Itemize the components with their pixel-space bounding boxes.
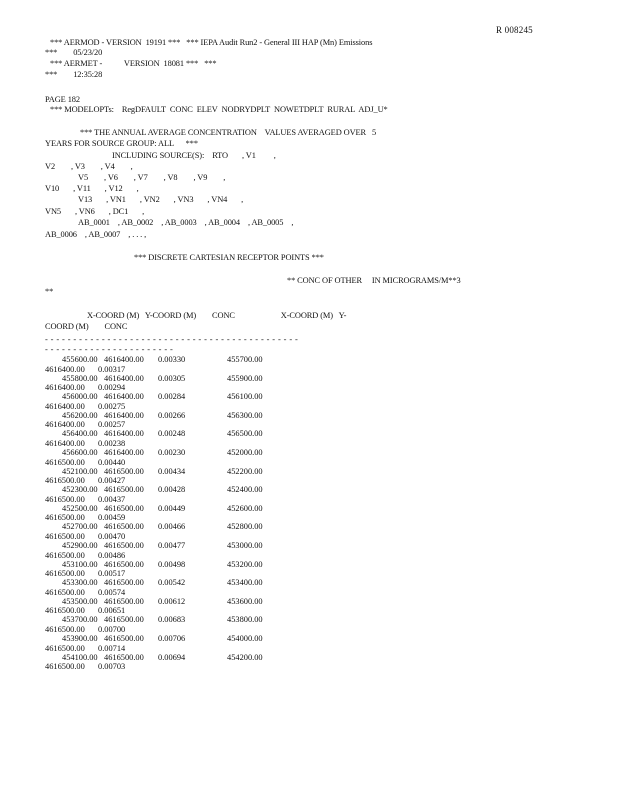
- conc-2: 0.00517: [98, 569, 126, 579]
- table-row: [0, 467, 618, 487]
- y-coord-2: 4616500.00: [45, 476, 85, 486]
- conc-2: 0.00257: [98, 420, 126, 430]
- header-line-aermet: *** AERMET - VERSION 18081 *** ***: [50, 59, 217, 68]
- conc-2: 0.00714: [98, 643, 126, 653]
- column-header-line-1: X-COORD (M) Y-COORD (M) CONC X-COORD (M) Y-: [87, 311, 347, 320]
- header-line-time: *** 12:35:28: [45, 70, 103, 79]
- y-coord-1: 4616500.00: [104, 503, 144, 513]
- x-coord-1: 456200.00: [62, 410, 98, 420]
- conc-2: 0.00294: [98, 383, 126, 393]
- conc-2: 0.00703: [98, 662, 126, 672]
- table-row: [0, 522, 618, 542]
- conc-1: 0.00466: [158, 522, 186, 532]
- y-coord-2: 4616400.00: [45, 438, 85, 448]
- table-row: [0, 429, 618, 449]
- x-coord-2: 454200.00: [227, 652, 263, 662]
- page-label: PAGE 182: [45, 95, 80, 104]
- y-coord-2: 4616500.00: [45, 569, 85, 579]
- table-row: [0, 615, 618, 635]
- y-coord-1: 4616500.00: [104, 522, 144, 532]
- y-coord-1: 4616400.00: [104, 410, 144, 420]
- divider-line-1: - - - - - - - - - - - - - - - - - - - - - - - - - - - - - - - - - - - - - - - - - - - - -: [45, 335, 299, 344]
- x-coord-2: 456300.00: [227, 410, 263, 420]
- x-coord-1: 453700.00: [62, 615, 98, 625]
- y-coord-1: 4616400.00: [104, 429, 144, 439]
- x-coord-2: 452200.00: [227, 466, 263, 476]
- y-coord-2: 4616400.00: [45, 364, 85, 374]
- title-line-2: YEARS FOR SOURCE GROUP: ALL ***: [45, 139, 198, 148]
- modelopts-line: *** MODELOPTs: RegDFAULT CONC ELEV NODRYDPLT NOWETDPLT RURAL ADJ_U*: [50, 105, 388, 114]
- conc-2: 0.00275: [98, 401, 126, 411]
- conc-2: 0.00651: [98, 606, 126, 616]
- conc-1: 0.00284: [158, 392, 186, 402]
- units-line: ** CONC OF OTHER IN MICROGRAMS/M**3: [287, 276, 461, 285]
- x-coord-2: 453400.00: [227, 578, 263, 588]
- source-list-line-6: VN5 , VN6 , DC1 ,: [45, 207, 145, 216]
- y-coord-1: 4616400.00: [104, 392, 144, 402]
- y-coord-2: 4616500.00: [45, 587, 85, 597]
- y-coord-1: 4616500.00: [104, 615, 144, 625]
- header-line-aermod: *** AERMOD - VERSION 19191 *** *** IEPA Audit Run2 - General III HAP (Mn) Emissions: [50, 38, 373, 47]
- x-coord-1: 456400.00: [62, 429, 98, 439]
- conc-1: 0.00266: [158, 410, 186, 420]
- table-row: [0, 578, 618, 598]
- y-coord-2: 4616500.00: [45, 662, 85, 672]
- y-coord-1: 4616500.00: [104, 578, 144, 588]
- conc-1: 0.00248: [158, 429, 186, 439]
- y-coord-2: 4616400.00: [45, 401, 85, 411]
- divider-line-2: - - - - - - - - - - - - - - - - - - - - - - -: [45, 345, 174, 354]
- y-coord-2: 4616500.00: [45, 624, 85, 634]
- x-coord-2: 452000.00: [227, 448, 263, 457]
- x-coord-1: 452300.00: [62, 485, 98, 495]
- x-coord-2: 453000.00: [227, 541, 263, 550]
- conc-2: 0.00440: [98, 457, 126, 467]
- y-coord-1: 4616400.00: [104, 448, 144, 457]
- conc-2: 0.00470: [98, 531, 126, 541]
- x-coord-2: 456100.00: [227, 392, 263, 402]
- conc-2: 0.00459: [98, 513, 126, 523]
- conc-1: 0.00542: [158, 578, 186, 588]
- table-row: [0, 411, 618, 431]
- x-coord-1: 455800.00: [62, 373, 98, 383]
- x-coord-2: 456500.00: [227, 429, 263, 439]
- y-coord-2: 4616500.00: [45, 606, 85, 616]
- y-coord-2: 4616400.00: [45, 383, 85, 393]
- x-coord-2: 452800.00: [227, 522, 263, 532]
- table-row: [0, 355, 618, 375]
- y-coord-2: 4616500.00: [45, 513, 85, 523]
- y-coord-1: 4616500.00: [104, 485, 144, 495]
- x-coord-2: 453200.00: [227, 559, 263, 569]
- bates-number: R 008245: [496, 25, 533, 35]
- x-coord-1: 452500.00: [62, 503, 98, 513]
- x-coord-2: 455700.00: [227, 355, 263, 364]
- section-title: *** DISCRETE CARTESIAN RECEPTOR POINTS ***: [134, 253, 324, 262]
- y-coord-1: 4616400.00: [104, 373, 144, 383]
- table-row: [0, 448, 618, 468]
- conc-1: 0.00498: [158, 559, 186, 569]
- source-list-line-3: V5 , V6 , V7 , V8 , V9 ,: [78, 173, 226, 182]
- x-coord-1: 453900.00: [62, 634, 98, 643]
- y-coord-2: 4616400.00: [45, 420, 85, 430]
- conc-1: 0.00706: [158, 634, 186, 643]
- conc-2: 0.00238: [98, 438, 126, 448]
- x-coord-1: 452700.00: [62, 522, 98, 532]
- title-line-1: *** THE ANNUAL AVERAGE CONCENTRATION VALUES AVERAGED OVER 5: [80, 128, 377, 137]
- table-row: [0, 541, 618, 561]
- y-coord-2: 4616500.00: [45, 457, 85, 467]
- table-row: [0, 634, 618, 654]
- y-coord-1: 4616500.00: [104, 466, 144, 476]
- x-coord-2: 455900.00: [227, 373, 263, 383]
- conc-1: 0.00330: [158, 355, 186, 364]
- y-coord-1: 4616500.00: [104, 541, 144, 550]
- y-coord-1: 4616500.00: [104, 596, 144, 606]
- table-row: [0, 374, 618, 394]
- table-row: [0, 485, 618, 505]
- y-coord-1: 4616500.00: [104, 634, 144, 643]
- y-coord-2: 4616500.00: [45, 494, 85, 504]
- header-line-date: *** 05/23/20: [45, 48, 103, 57]
- x-coord-1: 452100.00: [62, 466, 98, 476]
- conc-2: 0.00700: [98, 624, 126, 634]
- x-coord-1: 454100.00: [62, 652, 98, 662]
- conc-1: 0.00694: [158, 652, 186, 662]
- conc-2: 0.00574: [98, 587, 126, 597]
- conc-1: 0.00230: [158, 448, 186, 457]
- source-list-line-8: AB_0006 , AB_0007 , . . . ,: [45, 230, 147, 239]
- conc-1: 0.00612: [158, 596, 186, 606]
- x-coord-2: 453600.00: [227, 596, 263, 606]
- source-list-line-7: AB_0001 , AB_0002 , AB_0003 , AB_0004 , AB_0005 ,: [78, 218, 294, 227]
- source-list-line-2: V2 , V3 , V4 ,: [45, 162, 133, 171]
- conc-1: 0.00477: [158, 541, 186, 550]
- x-coord-1: 452900.00: [62, 541, 98, 550]
- conc-1: 0.00428: [158, 485, 186, 495]
- x-coord-1: 456600.00: [62, 448, 98, 457]
- source-list-line-1: INCLUDING SOURCE(S): RTO , V1 ,: [112, 151, 276, 160]
- x-coord-1: 453500.00: [62, 596, 98, 606]
- table-row: [0, 560, 618, 580]
- y-coord-2: 4616500.00: [45, 550, 85, 560]
- x-coord-1: 453100.00: [62, 559, 98, 569]
- x-coord-2: 452600.00: [227, 503, 263, 513]
- conc-1: 0.00449: [158, 503, 186, 513]
- source-list-line-5: V13 , VN1 , VN2 , VN3 , VN4 ,: [78, 195, 244, 204]
- source-list-line-4: V10 , V11 , V12 ,: [45, 184, 139, 193]
- table-row: [0, 504, 618, 524]
- conc-1: 0.00434: [158, 466, 186, 476]
- conc-1: 0.00305: [158, 373, 186, 383]
- x-coord-2: 454000.00: [227, 634, 263, 643]
- y-coord-1: 4616500.00: [104, 559, 144, 569]
- x-coord-2: 453800.00: [227, 615, 263, 625]
- conc-2: 0.00437: [98, 494, 126, 504]
- x-coord-1: 456000.00: [62, 392, 98, 402]
- column-header-line-2: COORD (M) CONC: [45, 322, 128, 331]
- y-coord-2: 4616500.00: [45, 643, 85, 653]
- conc-2: 0.00427: [98, 476, 126, 486]
- table-row: [0, 597, 618, 617]
- conc-1: 0.00683: [158, 615, 186, 625]
- x-coord-2: 452400.00: [227, 485, 263, 495]
- y-coord-1: 4616400.00: [104, 355, 144, 364]
- conc-2: 0.00486: [98, 550, 126, 560]
- table-row: [0, 392, 618, 412]
- x-coord-1: 455600.00: [62, 355, 98, 364]
- table-row: [0, 653, 618, 673]
- y-coord-2: 4616500.00: [45, 531, 85, 541]
- y-coord-1: 4616500.00: [104, 652, 144, 662]
- units-line-tail: **: [45, 287, 54, 296]
- conc-2: 0.00317: [98, 364, 126, 374]
- x-coord-1: 453300.00: [62, 578, 98, 588]
